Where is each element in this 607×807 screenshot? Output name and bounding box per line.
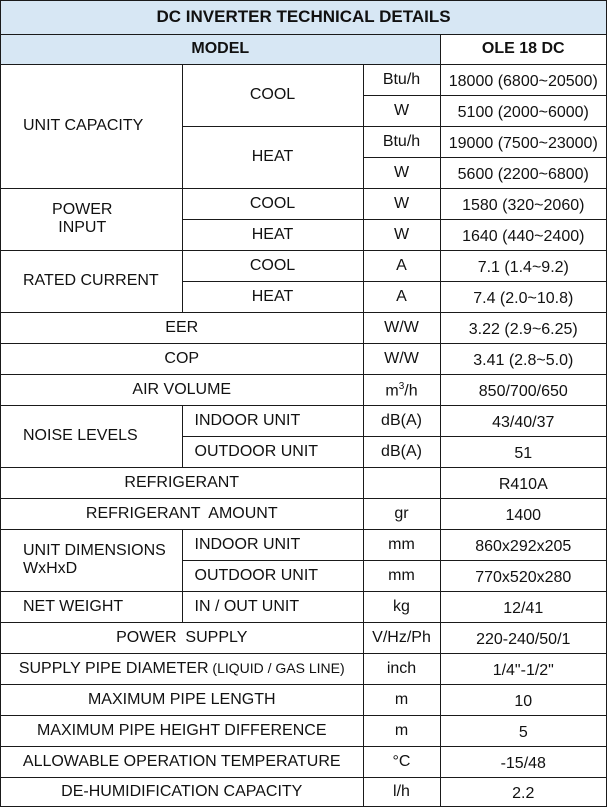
technical-details-table	[1, 1, 606, 807]
net-weight-unit: kg	[363, 591, 440, 622]
rated-current-heat-unit: A	[363, 281, 440, 312]
power-input-label	[1, 188, 182, 250]
refrigerant-amount-label: REFRIGERANT AMOUNT	[1, 498, 363, 529]
noise-indoor-label: INDOOR UNIT	[182, 405, 363, 436]
dimensions-indoor-value: 860x292x205	[440, 529, 606, 560]
net-weight-value: 12/41	[440, 591, 606, 622]
power-input-heat-value: 1640 (440~2400)	[440, 219, 606, 250]
power-supply-unit: V/Hz/Ph	[363, 622, 440, 653]
unit-capacity-cool-btu-value: 18000 (6800~20500)	[440, 64, 606, 95]
max-pipe-height-value: 5	[440, 715, 606, 746]
rated-current-cool: COOL	[182, 250, 363, 281]
noise-indoor-value: 43/40/37	[440, 405, 606, 436]
unit-capacity-heat-btu-value: 19000 (7500~23000)	[440, 126, 606, 157]
air-volume-unit	[363, 374, 440, 405]
power-input-heat: HEAT	[182, 219, 363, 250]
noise-indoor-unit: dB(A)	[363, 405, 440, 436]
rated-current-heat-value: 7.4 (2.0~10.8)	[440, 281, 606, 312]
power-input-label-line2: INPUT	[58, 219, 107, 236]
eer-value: 3.22 (2.9~6.25)	[440, 312, 606, 343]
max-pipe-length-unit: m	[363, 684, 440, 715]
unit-capacity-heat-w-unit: W	[363, 157, 440, 188]
unit-capacity-label: UNIT CAPACITY	[1, 64, 182, 188]
unit-dimensions-label-line1: UNIT DIMENSIONS	[23, 542, 166, 559]
rated-current-heat: HEAT	[182, 281, 363, 312]
power-supply-label: POWER SUPPLY	[1, 622, 363, 653]
supply-pipe-label	[1, 653, 363, 684]
rated-current-cool-unit: A	[363, 250, 440, 281]
refrigerant-unit	[363, 467, 440, 498]
power-input-cool-value: 1580 (320~2060)	[440, 188, 606, 219]
unit-capacity-cool-w-unit: W	[363, 95, 440, 126]
max-pipe-length-value: 10	[440, 684, 606, 715]
supply-pipe-value: 1/4"-1/2"	[440, 653, 606, 684]
eer-label: EER	[1, 312, 363, 343]
net-weight-label: NET WEIGHT	[1, 591, 182, 622]
dimensions-outdoor-value: 770x520x280	[440, 560, 606, 591]
noise-outdoor-value: 51	[440, 436, 606, 467]
eer-unit: W/W	[363, 312, 440, 343]
unit-dimensions-label	[1, 529, 182, 591]
supply-pipe-label-small: (LIQUID / GAS LINE)	[208, 660, 345, 676]
dehumidification-unit: l/h	[363, 777, 440, 807]
refrigerant-value: R410A	[440, 467, 606, 498]
model-value: OLE 18 DC	[440, 34, 606, 64]
air-volume-unit-sup: 3	[398, 381, 405, 393]
power-input-heat-unit: W	[363, 219, 440, 250]
power-supply-value: 220-240/50/1	[440, 622, 606, 653]
air-volume-label: AIR VOLUME	[1, 374, 363, 405]
refrigerant-label: REFRIGERANT	[1, 467, 363, 498]
cop-value: 3.41 (2.8~5.0)	[440, 343, 606, 374]
noise-outdoor-unit: dB(A)	[363, 436, 440, 467]
max-pipe-length-label: MAXIMUM PIPE LENGTH	[1, 684, 363, 715]
unit-capacity-cool: COOL	[182, 64, 363, 126]
operation-temp-unit: °C	[363, 746, 440, 777]
noise-levels-label: NOISE LEVELS	[1, 405, 182, 467]
model-label: MODEL	[1, 34, 440, 64]
operation-temp-label: ALLOWABLE OPERATION TEMPERATURE	[1, 746, 363, 777]
unit-capacity-cool-w-value: 5100 (2000~6000)	[440, 95, 606, 126]
max-pipe-height-unit: m	[363, 715, 440, 746]
cop-unit: W/W	[363, 343, 440, 374]
rated-current-cool-value: 7.1 (1.4~9.2)	[440, 250, 606, 281]
net-weight-sub: IN / OUT UNIT	[182, 591, 363, 622]
unit-capacity-cool-btu-unit: Btu/h	[363, 64, 440, 95]
table-title: DC INVERTER TECHNICAL DETAILS	[1, 1, 606, 34]
operation-temp-value: -15/48	[440, 746, 606, 777]
unit-capacity-heat: HEAT	[182, 126, 363, 188]
air-volume-value: 850/700/650	[440, 374, 606, 405]
dehumidification-value: 2.2	[440, 777, 606, 807]
dehumidification-label: DE-HUMIDIFICATION CAPACITY	[1, 777, 363, 807]
air-volume-unit-base: m	[385, 382, 399, 400]
dimensions-indoor-label: INDOOR UNIT	[182, 529, 363, 560]
power-input-cool-unit: W	[363, 188, 440, 219]
refrigerant-amount-unit: gr	[363, 498, 440, 529]
unit-capacity-heat-w-value: 5600 (2200~6800)	[440, 157, 606, 188]
air-volume-unit-tail: /h	[404, 382, 418, 400]
supply-pipe-label-main: SUPPLY PIPE DIAMETER	[18, 660, 209, 677]
power-input-label-line1: POWER	[52, 201, 113, 218]
refrigerant-amount-value: 1400	[440, 498, 606, 529]
dimensions-outdoor-label: OUTDOOR UNIT	[182, 560, 363, 591]
dimensions-indoor-unit: mm	[363, 529, 440, 560]
rated-current-label: RATED CURRENT	[1, 250, 182, 312]
max-pipe-height-label: MAXIMUM PIPE HEIGHT DIFFERENCE	[1, 715, 363, 746]
noise-outdoor-label: OUTDOOR UNIT	[182, 436, 363, 467]
dimensions-outdoor-unit: mm	[363, 560, 440, 591]
cop-label: COP	[1, 343, 363, 374]
unit-dimensions-label-line2: WxHxD	[23, 560, 78, 577]
unit-capacity-heat-btu-unit: Btu/h	[363, 126, 440, 157]
power-input-cool: COOL	[182, 188, 363, 219]
supply-pipe-unit: inch	[363, 653, 440, 684]
